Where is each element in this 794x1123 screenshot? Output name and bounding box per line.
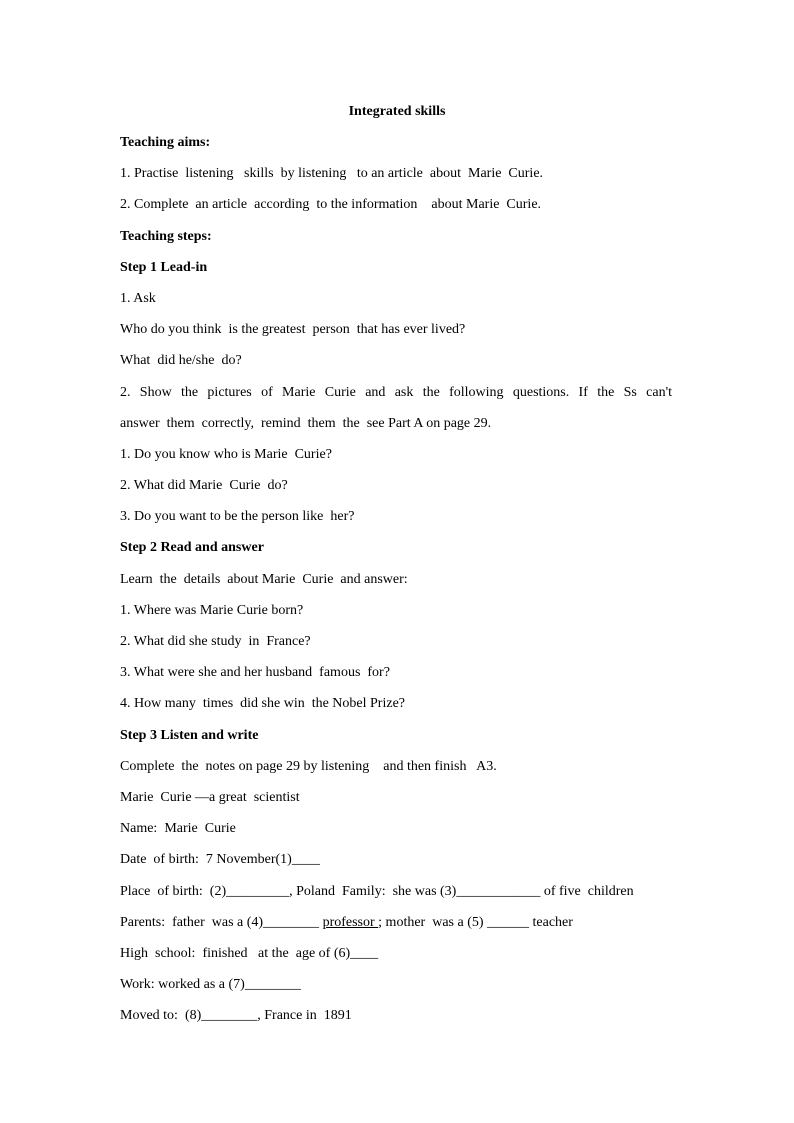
step1-heading: Step 1 Lead-in [120, 259, 208, 275]
step1-question: What did he/she do? [120, 353, 242, 369]
step1-picture-question: 3. Do you want to be the person like her? [120, 509, 355, 525]
step2-question: 2. What did she study in France? [120, 634, 311, 649]
step2-heading: Step 2 Read and answer [120, 540, 264, 556]
step1-ask: 1. Ask [120, 290, 156, 306]
step2-question: 4. How many times did she win the Nobel Prize? [120, 696, 406, 712]
step3-heading: Step 3 Listen and write [120, 727, 259, 743]
step2-intro: Learn the details about Marie Curie and answer: [120, 571, 408, 587]
notes-parents-underlined: professor [322, 914, 379, 930]
step2-question: 1. Where was Marie Curie born? [120, 602, 304, 618]
notes-parents-text: Parents: father was a (4)________ [120, 914, 323, 930]
notes-work: Work: worked as a (7)________ [120, 977, 301, 993]
aims-heading: Teaching aims: [120, 135, 211, 150]
notes-date-of-birth: Date of birth: 7 November(1)____ [120, 852, 320, 868]
step1-show-text: 2. Show the pictures of Marie Curie and ask the following questions. If the Ss can't [120, 384, 672, 400]
aim-item: 1. Practise listening skills by listening to an article about Marie Curie. [120, 166, 544, 182]
steps-heading: Teaching steps: [120, 228, 212, 244]
document-body [120, 133, 680, 1037]
step1-picture-question: 2. What did Marie Curie do? [120, 478, 288, 494]
aim-item: 2. Complete an article according to the information about Marie Curie. [120, 197, 542, 213]
step3-intro: Complete the notes on page 29 by listening and then finish A3. [120, 758, 497, 774]
page-title: Integrated skills [348, 104, 446, 119]
notes-parents [120, 913, 680, 944]
notes-moved-to: Moved to: (8)________, France in 1891 [120, 1008, 352, 1024]
step1-question: Who do you think is the greatest person that has ever lived? [120, 322, 466, 338]
notes-name: Name: Marie Curie [120, 821, 236, 837]
step1-show-text-cont: answer them correctly, remind them the see Part A on page 29. [120, 415, 492, 431]
step1-picture-question: 1. Do you know who is Marie Curie? [120, 446, 332, 462]
notes-subtitle: Marie Curie —a great scientist [120, 789, 300, 805]
step2-question: 3. What were she and her husband famous for? [120, 665, 390, 681]
notes-place-of-birth: Place of birth: (2)_________, Poland Family: she was (3)____________ of five children [120, 883, 634, 899]
notes-parents-text-end: ; mother was a (5) ______ teacher [378, 914, 573, 930]
notes-high-school: High school: finished at the age of (6)____ [120, 945, 379, 961]
